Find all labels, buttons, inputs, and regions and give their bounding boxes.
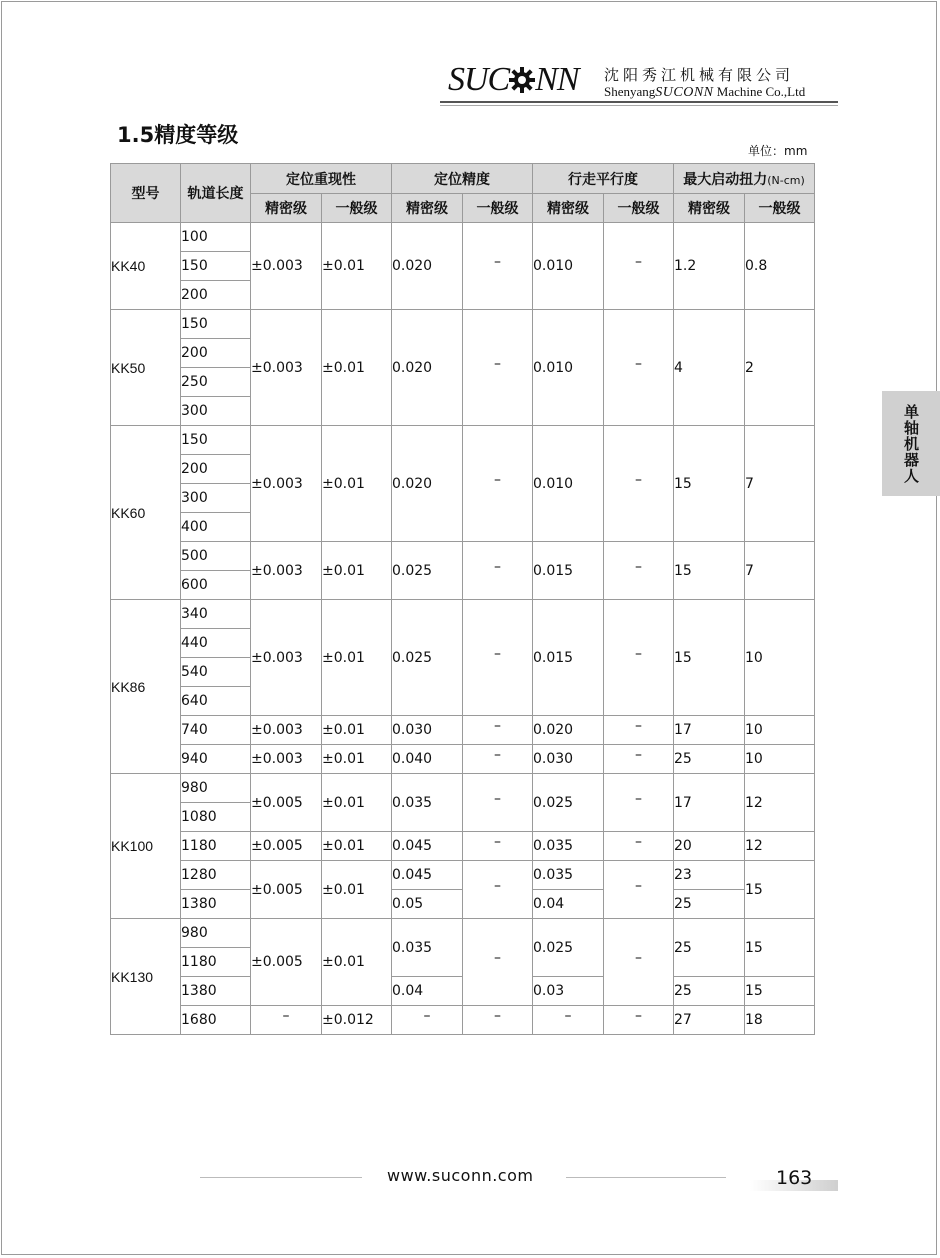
- cell-rep-precision: ±0.005: [251, 832, 322, 861]
- dash-mark: –: [635, 877, 642, 894]
- cell-rail-length: 200: [181, 455, 251, 484]
- cell-rail-length: 100: [181, 223, 251, 252]
- cell-rail-length: 300: [181, 397, 251, 426]
- dash-mark: –: [635, 355, 642, 372]
- cell-rep-precision: ±0.003: [251, 745, 322, 774]
- cell-rail-length: 150: [181, 426, 251, 455]
- dash-mark: –: [494, 718, 501, 734]
- footer-rule-left: [200, 1177, 362, 1178]
- cell-rep-normal: ±0.01: [322, 745, 392, 774]
- dash-mark: –: [494, 877, 501, 894]
- cell-rep-precision: ±0.005: [251, 861, 322, 919]
- cell-rep-precision: ±0.003: [251, 600, 322, 716]
- cell-dash: [463, 1006, 533, 1035]
- header-rail-length: 轨道长度: [181, 164, 251, 223]
- cell-rep-normal: ±0.01: [322, 716, 392, 745]
- dash-mark: –: [494, 790, 501, 807]
- cell-dash: [463, 861, 533, 919]
- dash-mark: –: [564, 1008, 572, 1024]
- dash-mark: –: [494, 645, 501, 662]
- cell-rail-length: 940: [181, 745, 251, 774]
- cell-dash: [463, 832, 533, 861]
- cell-model: KK86: [111, 600, 181, 774]
- dash-mark: –: [494, 471, 501, 488]
- brand-logo: SUC NN: [448, 61, 579, 98]
- cell-dash: [604, 919, 674, 1006]
- cell-rep-normal: ±0.01: [322, 426, 392, 542]
- dash-mark: –: [494, 834, 501, 850]
- cell-par-precision: 0.010: [533, 426, 604, 542]
- header-repeatability: 定位重现性: [251, 164, 392, 194]
- cell-rail-length: 540: [181, 658, 251, 687]
- cell-acc-precision: 0.025: [392, 542, 463, 600]
- cell-rail-length: 1280: [181, 861, 251, 890]
- dash-mark: –: [635, 950, 642, 966]
- cell-torque-normal: 7: [745, 542, 815, 600]
- dash-mark: –: [494, 254, 501, 270]
- cell-rep-precision: [251, 1006, 322, 1035]
- dash-mark: –: [635, 645, 642, 662]
- cell-rail-length: 250: [181, 368, 251, 397]
- cell-par-precision: 0.010: [533, 310, 604, 426]
- cell-dash: [463, 542, 533, 600]
- header-normal: 一般级: [463, 194, 533, 223]
- cell-rail-length: 150: [181, 252, 251, 281]
- cell-torque-precision: 17: [674, 716, 745, 745]
- table-body: [111, 223, 815, 1035]
- page-number: 163: [776, 1167, 813, 1189]
- header-torque: 最大启动扭力(N-cm): [674, 164, 815, 194]
- table-row: [111, 223, 815, 252]
- cell-rail-length: 200: [181, 281, 251, 310]
- header-rule-thin: [440, 105, 838, 106]
- cell-rail-length: 1680: [181, 1006, 251, 1035]
- cell-torque-normal: 10: [745, 716, 815, 745]
- cell-torque-precision: 15: [674, 426, 745, 542]
- cell-acc-precision: 0.045: [392, 861, 463, 890]
- table-row: [111, 745, 815, 774]
- cell-par-precision: 0.03: [533, 977, 604, 1006]
- cell-torque-precision: 17: [674, 774, 745, 832]
- cell-dash: [463, 745, 533, 774]
- dash-mark: –: [423, 1008, 431, 1024]
- cell-dash: [463, 919, 533, 1006]
- cell-dash: [604, 774, 674, 832]
- cell-torque-normal: 12: [745, 774, 815, 832]
- header-precision: 精密级: [674, 194, 745, 223]
- cell-rail-length: 1380: [181, 890, 251, 919]
- cell-rep-precision: ±0.003: [251, 716, 322, 745]
- cell-rail-length: 980: [181, 774, 251, 803]
- cell-rail-length: 200: [181, 339, 251, 368]
- cell-par-precision: 0.015: [533, 542, 604, 600]
- cell-par-precision: [533, 1006, 604, 1035]
- cell-acc-precision: 0.030: [392, 716, 463, 745]
- cell-torque-precision: 27: [674, 1006, 745, 1035]
- side-tab-label: 单轴机器人: [902, 403, 920, 484]
- table-row: [111, 832, 815, 861]
- dash-mark: –: [494, 950, 501, 966]
- dash-mark: –: [494, 747, 501, 763]
- cell-rail-length: 1080: [181, 803, 251, 832]
- cell-model: KK130: [111, 919, 181, 1035]
- table-row: [111, 310, 815, 339]
- table-row: [111, 600, 815, 629]
- cell-torque-precision: 25: [674, 919, 745, 977]
- cell-acc-precision: 0.035: [392, 919, 463, 977]
- cell-acc-precision: 0.045: [392, 832, 463, 861]
- table-row: [111, 919, 815, 948]
- cell-torque-precision: 23: [674, 861, 745, 890]
- dash-mark: –: [635, 747, 642, 763]
- table-row: [111, 426, 815, 455]
- cell-dash: [463, 774, 533, 832]
- cell-rep-normal: ±0.01: [322, 600, 392, 716]
- cell-rep-normal: ±0.01: [322, 223, 392, 310]
- dash-mark: –: [494, 558, 501, 575]
- dash-mark: –: [635, 254, 642, 270]
- cell-par-precision: 0.010: [533, 223, 604, 310]
- cell-rail-length: 300: [181, 484, 251, 513]
- cell-rail-length: 640: [181, 687, 251, 716]
- cell-acc-precision: 0.020: [392, 310, 463, 426]
- cell-rail-length: 1180: [181, 948, 251, 977]
- cell-dash: [604, 600, 674, 716]
- cell-par-precision: 0.025: [533, 774, 604, 832]
- cell-rail-length: 340: [181, 600, 251, 629]
- table-row: [111, 774, 815, 803]
- dash-mark: –: [635, 558, 642, 575]
- dash-mark: –: [635, 834, 642, 850]
- dash-mark: –: [635, 718, 642, 734]
- dash-mark: –: [494, 355, 501, 372]
- company-name-cn: 沈阳秀江机械有限公司: [604, 66, 795, 84]
- cell-torque-precision: 25: [674, 977, 745, 1006]
- cell-acc-precision: 0.04: [392, 977, 463, 1006]
- cell-par-precision: 0.020: [533, 716, 604, 745]
- header-rule: [440, 101, 838, 103]
- cell-torque-normal: 12: [745, 832, 815, 861]
- cell-dash: [463, 426, 533, 542]
- cell-torque-normal: 7: [745, 426, 815, 542]
- header-normal: 一般级: [604, 194, 674, 223]
- table-row: [111, 1006, 815, 1035]
- cell-dash: [604, 861, 674, 919]
- cell-acc-precision: 0.035: [392, 774, 463, 832]
- cell-rail-length: 440: [181, 629, 251, 658]
- cell-rail-length: 150: [181, 310, 251, 339]
- cell-torque-normal: 0.8: [745, 223, 815, 310]
- cell-dash: [463, 223, 533, 310]
- cell-acc-precision: 0.020: [392, 223, 463, 310]
- cell-torque-normal: 18: [745, 1006, 815, 1035]
- table-row: [111, 861, 815, 890]
- cell-torque-normal: 2: [745, 310, 815, 426]
- cell-rep-normal: ±0.01: [322, 861, 392, 919]
- cell-par-precision: 0.025: [533, 919, 604, 977]
- cell-dash: [604, 223, 674, 310]
- cell-dash: [604, 716, 674, 745]
- cell-rep-precision: ±0.003: [251, 542, 322, 600]
- footer-website[interactable]: www.suconn.com: [387, 1166, 534, 1185]
- unit-note: 单位：mm: [748, 144, 808, 158]
- cell-dash: [604, 542, 674, 600]
- cell-rep-normal: ±0.012: [322, 1006, 392, 1035]
- cell-torque-normal: 10: [745, 600, 815, 716]
- cell-rail-length: 400: [181, 513, 251, 542]
- cell-rep-precision: ±0.005: [251, 919, 322, 1006]
- cell-torque-precision: 15: [674, 600, 745, 716]
- cell-dash: [604, 745, 674, 774]
- cell-dash: [604, 426, 674, 542]
- cell-par-precision: 0.030: [533, 745, 604, 774]
- accuracy-table: [110, 163, 815, 1035]
- header-normal: 一般级: [745, 194, 815, 223]
- table-header: [111, 164, 815, 223]
- cell-acc-precision: 0.05: [392, 890, 463, 919]
- header-normal: 一般级: [322, 194, 392, 223]
- cell-dash: [463, 716, 533, 745]
- cell-rail-length: 500: [181, 542, 251, 571]
- cell-dash: [604, 1006, 674, 1035]
- header-parallelism: 行走平行度: [533, 164, 674, 194]
- table-row: [111, 542, 815, 571]
- footer-rule-right: [566, 1177, 726, 1178]
- cell-torque-normal: 15: [745, 861, 815, 919]
- header-model: 型号: [111, 164, 181, 223]
- cell-acc-precision: 0.040: [392, 745, 463, 774]
- cell-acc-precision: 0.025: [392, 600, 463, 716]
- dash-mark: –: [635, 1008, 642, 1024]
- cell-rep-precision: ±0.003: [251, 426, 322, 542]
- cell-dash: [463, 310, 533, 426]
- cell-rep-normal: ±0.01: [322, 542, 392, 600]
- cell-torque-precision: 15: [674, 542, 745, 600]
- cell-rep-precision: ±0.005: [251, 774, 322, 832]
- header-accuracy: 定位精度: [392, 164, 533, 194]
- cell-acc-precision: 0.020: [392, 426, 463, 542]
- section-title: 1.5精度等级: [117, 123, 239, 147]
- cell-par-precision: 0.035: [533, 832, 604, 861]
- cell-torque-precision: 1.2: [674, 223, 745, 310]
- cell-dash: [604, 832, 674, 861]
- cell-rep-normal: ±0.01: [322, 919, 392, 1006]
- gear-icon: [509, 67, 535, 93]
- cell-torque-normal: 15: [745, 977, 815, 1006]
- cell-rep-normal: ±0.01: [322, 832, 392, 861]
- cell-rail-length: 1380: [181, 977, 251, 1006]
- cell-model: KK50: [111, 310, 181, 426]
- dash-mark: –: [494, 1008, 501, 1024]
- cell-model: KK40: [111, 223, 181, 310]
- cell-dash: [604, 310, 674, 426]
- cell-model: KK60: [111, 426, 181, 600]
- cell-model: KK100: [111, 774, 181, 919]
- header-precision: 精密级: [533, 194, 604, 223]
- company-name-en: ShenyangSUCONN Machine Co.,Ltd: [604, 84, 806, 100]
- cell-rail-length: 600: [181, 571, 251, 600]
- cell-rep-precision: ±0.003: [251, 310, 322, 426]
- table-row: [111, 716, 815, 745]
- cell-torque-precision: 4: [674, 310, 745, 426]
- side-tab[interactable]: [882, 391, 940, 496]
- cell-rep-normal: ±0.01: [322, 310, 392, 426]
- cell-torque-precision: 25: [674, 890, 745, 919]
- dash-mark: –: [635, 790, 642, 807]
- cell-dash: [463, 600, 533, 716]
- dash-mark: –: [635, 471, 642, 488]
- cell-rail-length: 1180: [181, 832, 251, 861]
- cell-par-precision: 0.015: [533, 600, 604, 716]
- cell-torque-normal: 15: [745, 919, 815, 977]
- cell-rep-precision: ±0.003: [251, 223, 322, 310]
- dash-mark: –: [282, 1008, 290, 1024]
- header-precision: 精密级: [392, 194, 463, 223]
- cell-rail-length: 740: [181, 716, 251, 745]
- cell-rep-normal: ±0.01: [322, 774, 392, 832]
- cell-acc-precision: [392, 1006, 463, 1035]
- header-precision: 精密级: [251, 194, 322, 223]
- cell-rail-length: 980: [181, 919, 251, 948]
- cell-par-precision: 0.04: [533, 890, 604, 919]
- cell-torque-normal: 10: [745, 745, 815, 774]
- cell-par-precision: 0.035: [533, 861, 604, 890]
- cell-torque-precision: 20: [674, 832, 745, 861]
- cell-torque-precision: 25: [674, 745, 745, 774]
